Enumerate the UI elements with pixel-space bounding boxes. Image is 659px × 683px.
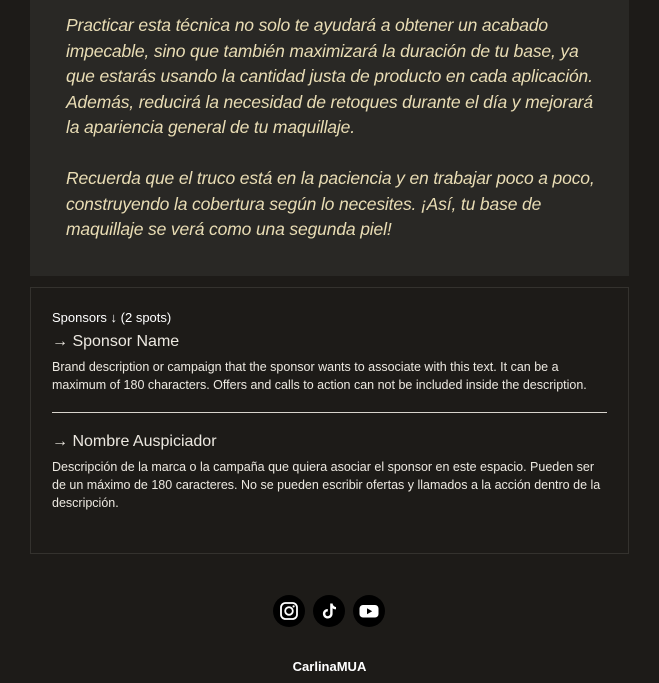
sponsors-section	[30, 287, 629, 554]
tiktok-link[interactable]	[313, 595, 345, 627]
sponsor-divider	[52, 412, 607, 413]
youtube-link[interactable]	[353, 595, 385, 627]
sponsor-description: Descripción de la marca o la campaña que quiera asociar el sponsor en este espacio. Pueden ser de un máximo de 180 caracteres. No se pueden escribir ofertas y llamados a la acción dentro de la descripción.	[52, 460, 601, 510]
sponsor-name[interactable]: → Nombre Auspiciador	[52, 433, 217, 450]
sponsor-entry	[52, 330, 607, 394]
article-paragraph: Practicar esta técnica no solo te ayudará a obtener un acabado impecable, sino que también maximizará la duración de tu base, ya que estarás usando la cantidad justa de producto en cada aplicación. Además, reducirá la necesidad de retoques durante el día y mejorará la apariencia general de tu maquillaje.	[66, 15, 593, 137]
social-links	[273, 595, 385, 627]
sponsor-name[interactable]: → Sponsor Name	[52, 333, 180, 350]
instagram-link[interactable]	[273, 595, 305, 627]
sponsor-description: Brand description or campaign that the sponsor wants to associate with this text. It can be a maximum of 180 characters. Offers and calls to action can not be included inside the description.	[52, 360, 587, 392]
article-paragraph: Recuerda que el truco está en la paciencia y en trabajar poco a poco, construyendo la cobertura según lo necesites. ¡Así, tu base de maquillaje se verá como una segunda piel!	[66, 168, 595, 239]
tiktok-icon	[319, 601, 339, 621]
sponsor-entry	[52, 430, 607, 512]
sponsors-heading: Sponsors ↓ (2 spots)	[52, 310, 172, 325]
article-closing-card	[30, 0, 629, 276]
youtube-icon	[358, 601, 380, 621]
footer-brand: CarlinaMUA	[292, 659, 367, 674]
instagram-icon	[279, 601, 299, 621]
